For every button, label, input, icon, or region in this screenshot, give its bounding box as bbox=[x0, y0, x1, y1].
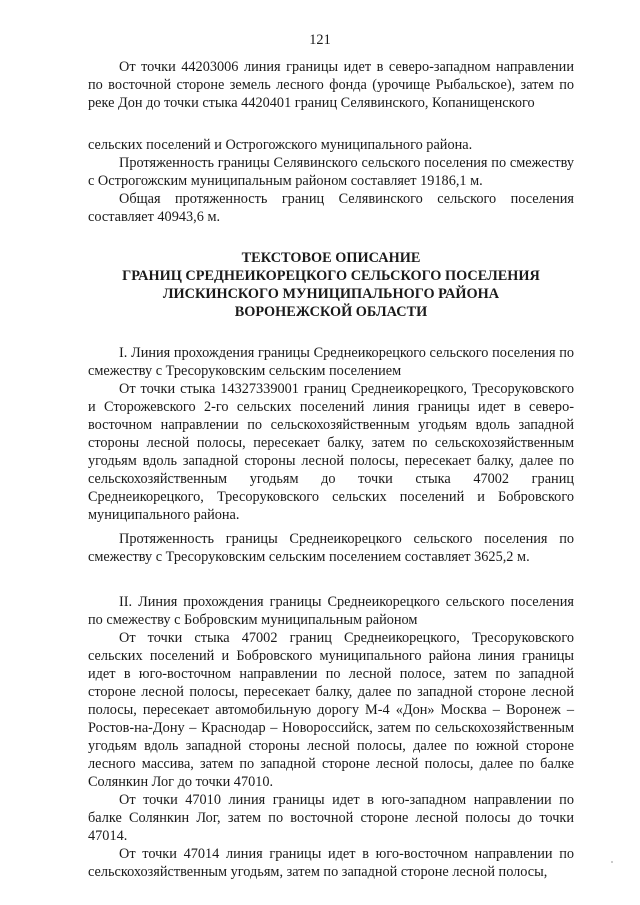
section-2-paragraph-3: От точки 47014 линия границы идет в юго-восточном направлении по сельскохозяйственным угодьям, затем по западной стороне лесной полосы, bbox=[88, 846, 574, 880]
section-1-paragraph-1: От точки стыка 14327339001 границ Среднеикорецкого, Тресоруковского и Сторожевского 2-го сельских поселений линия границы идет в северо-восточном направлении по сельскохозяйственным угодьям вдоль западной стороны лесной полосы, пересекает балку, затем по сельскохозяйственным угодьям вдоль западной стороны лесной полосы, пересекает балку, далее по сельскохозяйственным угодьям до точки стыка 47002 границ Среднеикорецкого, Тресоруковского сельских поселений и Бобровского муниципального района. bbox=[88, 381, 574, 523]
title-line-2: ГРАНИЦ СРЕДНЕИКОРЕЦКОГО СЕЛЬСКОГО ПОСЕЛЕНИЯ bbox=[122, 268, 540, 284]
title-line-1: ТЕКСТОВОЕ ОПИСАНИЕ bbox=[241, 250, 421, 266]
intro-paragraph-3: Протяженность границы Селявинского сельского поселения по смежеству с Острогожским муниципальным районом составляет 19186,1 м. bbox=[88, 155, 574, 189]
intro-paragraph-4: Общая протяженность границ Селявинского сельского поселения составляет 40943,6 м. bbox=[88, 191, 574, 225]
page-number: 121 bbox=[309, 32, 331, 48]
section-2-heading: II. Линия прохождения границы Среднеикорецкого сельского поселения по смежеству с Бобровским муниципальным районом bbox=[88, 594, 574, 628]
intro-paragraph-1: От точки 44203006 линия границы идет в северо-западном направлении по восточной стороне земель лесного фонда (урочище Рыбальское), затем по реке Дон до точки стыка 4420401 границ Селявинского, Копанищенского bbox=[88, 59, 574, 111]
section-1-heading: I. Линия прохождения границы Среднеикорецкого сельского поселения по смежеству с Тресоруковским сельским поселением bbox=[88, 345, 574, 379]
scan-speck bbox=[611, 861, 613, 863]
section-2-paragraph-2: От точки 47010 линия границы идет в юго-западном направлении по балке Солянкин Лог, затем по восточной стороне лесной полосы до точки 47014. bbox=[88, 792, 574, 844]
document-body bbox=[88, 58, 574, 881]
title-line-3: ЛИСКИНСКОГО МУНИЦИПАЛЬНОГО РАЙОНА bbox=[162, 286, 500, 302]
document-title bbox=[88, 249, 574, 321]
section-2-paragraph-1: От точки стыка 47002 границ Среднеикорецкого, Тресоруковского сельских поселений и Бобровского муниципального района линия границы идет в юго-восточном направлении по лесной полосе, затем по западной стороне лесной полосы, пересекает балку, далее по западной стороне лесной полосы, пересекает автомобильную дорогу М-4 «Дон» Москва – Воронеж – Ростов-на-Дону – Краснодар – Новороссийск, затем по сельскохозяйственным угодьям вдоль западной стороны лесной полосы, далее по южной стороне лесного массива, затем по западной стороне лесной полосы, далее по балке Солянкин Лог до точки 47010. bbox=[88, 630, 574, 790]
title-line-4: ВОРОНЕЖСКОЙ ОБЛАСТИ bbox=[234, 304, 428, 320]
intro-paragraph-2: сельских поселений и Острогожского муниципального района. bbox=[88, 137, 473, 153]
section-1-paragraph-2: Протяженность границы Среднеикорецкого сельского поселения по смежеству с Тресоруковским сельским поселением составляет 3625,2 м. bbox=[88, 531, 574, 565]
